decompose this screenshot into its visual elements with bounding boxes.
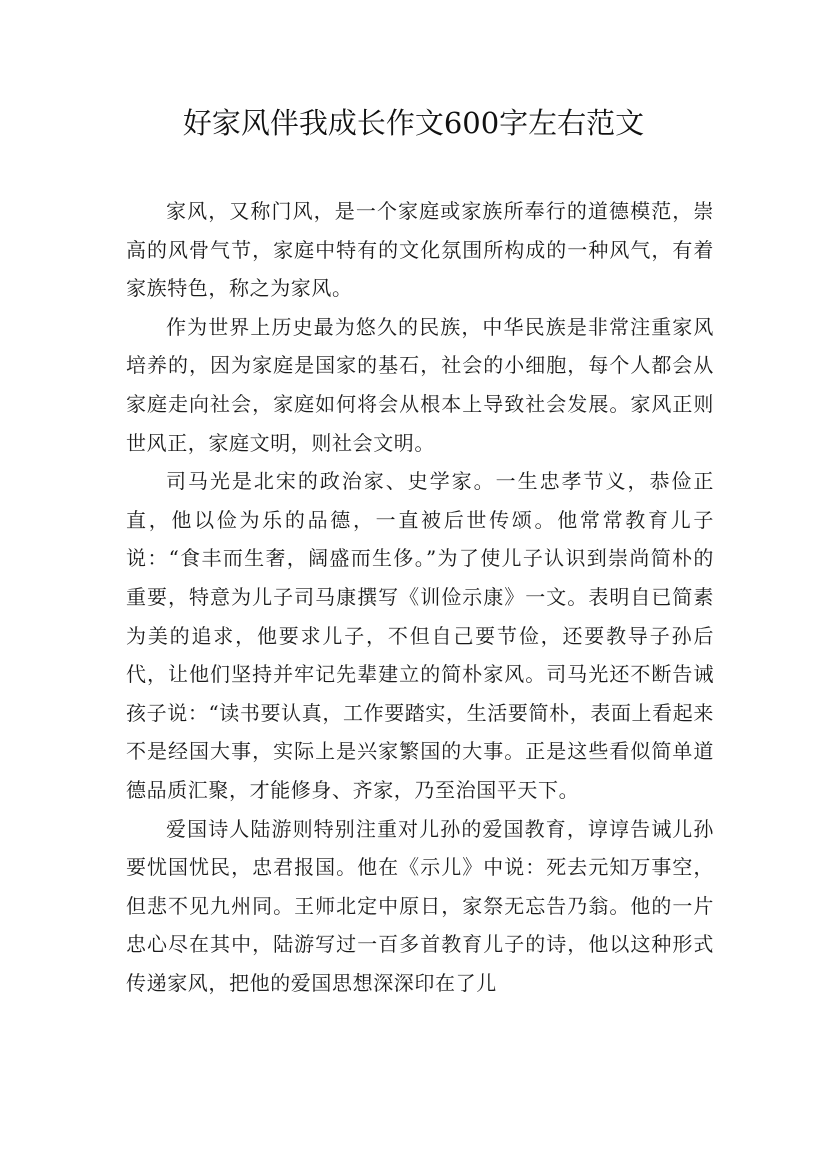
document-title: 好家风伴我成长作文600字左右范文 xyxy=(182,106,645,140)
paragraph-chinese-nation: 作为世界上历史最为悠久的民族，中华民族是非常注重家风培养的，因为家庭是国家的基石，社会的小细胞，每个人都会从家庭走向社会，家庭如何将会从根本上导致社会发展。家风正则世风正，家庭文明，则社会文明。 xyxy=(126,314,714,455)
paragraph-lu-you: 爱国诗人陆游则特别注重对儿孙的爱国教育，谆谆告诫儿孙要忧国忧民，忠君报国。他在《示儿》中说：死去元知万事空，但悲不见九州同。王师北定中原日，家祭无忘告乃翁。他的一片忠心尽在其中，陆游写过一百多首教育儿子的诗，他以这种形式传递家风，把他的爱国思想深深印在了儿 xyxy=(126,816,714,995)
document-body xyxy=(126,192,714,1002)
paragraph-sima-guang: 司马光是北宋的政治家、史学家。一生忠孝节义，恭俭正直，他以俭为乐的品德，一直被后世传颂。他常常教育儿子说：“食丰而生奢，阔盛而生侈。”为了使儿子认识到崇尚简朴的重要，特意为儿子司马康撰写《训俭示康》一文。表明自已简素为美的追求，他要求儿子，不但自己要节俭，还要教导子孙后代，让他们坚持并牢记先辈建立的简朴家风。司马光还不断告诫孩子说：“读书要认真，工作要踏实，生活要简朴，表面上看起来不是经国大事，实际上是兴家繁国的大事。正是这些看似简单道德品质汇聚，才能修身、齐家，乃至治国平天下。 xyxy=(126,469,714,802)
paragraph-family-style-definition: 家风，又称门风，是一个家庭或家族所奉行的道德模范，崇高的风骨气节，家庭中特有的文化氛围所构成的一种风气，有着家族特色，称之为家风。 xyxy=(126,199,714,301)
